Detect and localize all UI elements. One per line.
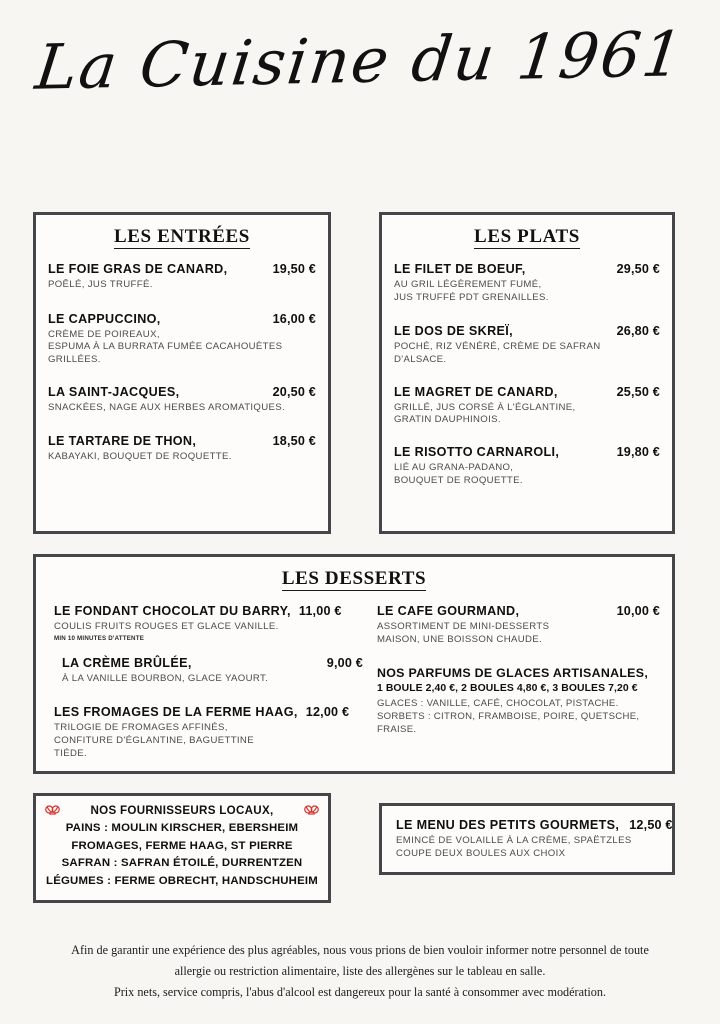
menu-item-price: 10,00 € (616, 604, 660, 618)
menu-item-description: ASSORTIMENT DE MINI-DESSERTS MAISON, UNE BOISSON CHAUDE. (376, 621, 550, 645)
menu-item-description: COULIS FRUITS ROUGES ET GLACE VANILLE. (54, 621, 279, 632)
glaces-flavour-list: GLACES : VANILLE, CAFÉ, CHOCOLAT, PISTACHE. SORBETS : CITRON, FRAMBOISE, POIRE, QUETSCHE, FRAISE. (376, 698, 640, 736)
section-heading-desserts (36, 568, 672, 590)
footer-line-prices: Prix nets, service compris, l'abus d'alcool est dangereux pour la santé à consommer avec modération. (113, 984, 607, 999)
page-title (0, 17, 720, 104)
section-box-petits-gourmets (379, 803, 675, 875)
section-heading-plats-text: LES PLATS (474, 226, 580, 247)
desserts-columns (36, 604, 672, 760)
pretzel-icon (44, 803, 61, 818)
menu-item-description: SNACKÉES, NAGE AUX HERBES AROMATIQUES. (48, 401, 286, 413)
menu-item-description: CRÈME DE POIREAUX, ESPUMA À LA BURRATA FUMÉE CACAHOUÈTES GRILLÉES. (48, 328, 283, 365)
menu-item-name: LE FOIE GRAS DE CANARD, (48, 262, 228, 276)
menu-item-price: 25,50 € (616, 384, 660, 399)
menu-item-description: POÊLÉ, JUS TRUFFÉ. (48, 279, 153, 290)
menu-item-name: LE TARTARE DE THON, (48, 434, 197, 449)
restaurant-title-text: La Cuisine du 1961 (31, 17, 689, 104)
menu-item-price: 11,00 € (298, 604, 342, 618)
menu-item-name: LE CAPPUCCINO, (48, 311, 161, 326)
menu-item (54, 705, 363, 760)
menu-item (394, 324, 660, 366)
menu-item (48, 385, 316, 415)
menu-item-description: EMINCÉ DE VOLAILLE À LA CRÈME, SPAËTZLES COUPE DEUX BOULES AUX CHOIX (396, 835, 632, 859)
fournisseur-line: LÉGUMES : FERME OBRECHT, HANDSCHUHEIM (46, 875, 318, 888)
fournisseur-line: PAINS : MOULIN KIRSCHER, EBERSHEIM (65, 822, 299, 834)
menu-item-description: AU GRIL LÉGÈREMENT FUMÉ, JUS TRUFFÉ PDT GRENAILLES. (394, 279, 549, 303)
fournisseurs-heading: NOS FOURNISSEURS LOCAUX, (90, 804, 274, 817)
menu-item (394, 385, 660, 427)
section-box-desserts (33, 554, 675, 774)
menu-item-name: LA CRÈME BRÛLÉE, (62, 655, 192, 670)
plats-item-list (382, 262, 672, 491)
menu-item-description: GRILLÉ, JUS CORSÉ À L'ÉGLANTINE, GRATIN DAUPHINOIS. (394, 401, 576, 426)
menu-item-name: LE CAFE GOURMAND, (376, 604, 520, 618)
menu-item-name: LE DOS DE SKREÏ, (394, 324, 513, 339)
menu-item-price: 19,50 € (272, 262, 316, 276)
menu-item (54, 604, 363, 642)
footer-line-allergens-1: Afin de garantir une expérience des plus agréables, nous vous prions de bien vouloir informer notre personnel de toute (71, 943, 649, 957)
section-box-entrees (33, 212, 331, 534)
menu-item-description: LIÉ AU GRANA-PADANO, BOUQUET DE ROQUETTE. (394, 461, 523, 486)
menu-item-price: 20,50 € (272, 384, 316, 399)
fournisseurs-list (36, 818, 328, 899)
menu-item (48, 312, 316, 367)
menu-item-description: POCHÉ, RIZ VÉNÉRÉ, CRÈME DE SAFRAN D'ALSACE. (394, 341, 601, 365)
entrees-item-list (36, 262, 328, 468)
menu-item-description: TRILOGIE DE FROMAGES AFFINÉS, CONFITURE D'ÉGLANTINE, BAGUETTINE TIÉDE. (54, 722, 254, 759)
menu-item-wait-note: MIN 10 MINUTES D'ATTENTE (54, 634, 145, 642)
menu-item-price: 12,00 € (305, 705, 350, 720)
menu-item-name: LA SAINT-JACQUES, (48, 384, 180, 399)
menu-item-price: 18,50 € (272, 434, 316, 449)
footer-line-allergens-2: allergie ou restriction alimentaire, liste des allergènes sur le tableau en salle. (174, 963, 546, 978)
menu-item-name: LE FONDANT CHOCOLAT DU BARRY, (54, 604, 291, 618)
footer-notice (0, 940, 720, 1003)
section-box-fournisseurs (33, 793, 331, 903)
fournisseur-line: SAFRAN : SAFRAN ÉTOILÉ, DURRENTZEN (61, 857, 303, 870)
menu-item-name: LE MENU DES PETITS GOURMETS, (396, 818, 620, 832)
section-heading-entrees (36, 226, 328, 248)
pretzel-icon (303, 803, 320, 818)
desserts-left-column (40, 604, 369, 760)
menu-item-price: 26,80 € (616, 324, 660, 339)
petits-gourmets-content (382, 806, 672, 870)
menu-item (394, 445, 660, 487)
menu-item-price: 19,80 € (616, 444, 660, 459)
menu-item (48, 434, 316, 464)
section-heading-plats (382, 226, 672, 248)
desserts-right-column (369, 604, 668, 760)
menu-item-price: 29,50 € (616, 262, 660, 276)
section-heading-desserts-text: LES DESSERTS (281, 568, 427, 589)
fournisseurs-header-row (36, 796, 328, 818)
fournisseur-line: FROMAGES, FERME HAAG, ST PIERRE (71, 839, 293, 852)
menu-item (377, 604, 660, 646)
glaces-prices: 1 BOULE 2,40 €, 2 BOULES 4,80 €, 3 BOULES 7,20 € (376, 683, 638, 695)
menu-item (394, 262, 660, 304)
menu-item (48, 262, 316, 292)
glaces-block (377, 666, 660, 737)
menu-item (54, 656, 363, 686)
menu-item-name: LE RISOTTO CARNAROLI, (394, 444, 560, 459)
menu-item-price: 9,00 € (326, 655, 363, 670)
menu-item-description: À LA VANILLE BOURBON, GLACE YAOURT. (62, 672, 269, 684)
menu-item-price: 16,00 € (272, 311, 316, 326)
menu-item-name: LE MAGRET DE CANARD, (394, 384, 558, 399)
menu-item-name: LE FILET DE BOEUF, (394, 262, 526, 276)
menu-item-description: KABAYAKI, BOUQUET DE ROQUETTE. (48, 451, 232, 463)
menu-item-price: 12,50 € (629, 818, 673, 832)
section-box-plats (379, 212, 675, 534)
glaces-title: NOS PARFUMS DE GLACES ARTISANALES, (376, 666, 649, 681)
menu-item-name: LES FROMAGES DE LA FERME HAAG, (54, 705, 298, 720)
section-heading-entrees-text: LES ENTRÉES (114, 226, 250, 247)
